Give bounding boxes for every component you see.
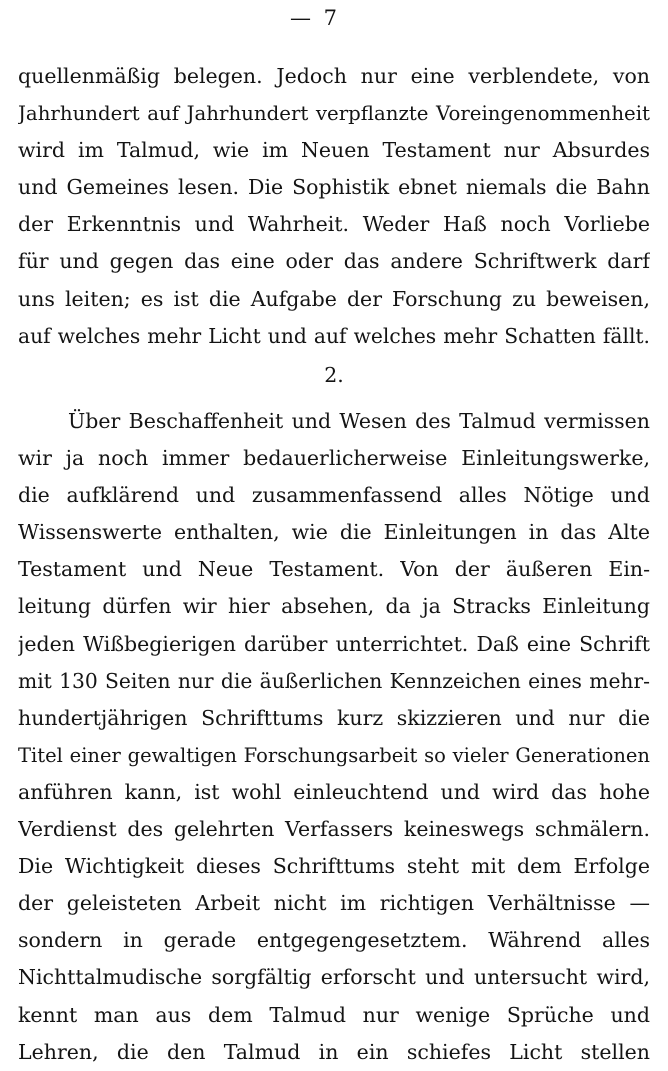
- text-line: für und gegen das eine oder das andere Schriftwerk darf: [18, 249, 650, 274]
- text-line: Jahrhundert auf Jahrhundert verpflanzte Voreingenommenheit: [18, 102, 650, 126]
- text-line: Titel einer gewaltigen Forschungsarbeit so vieler Generationen: [18, 743, 650, 767]
- text-line: die aufklärend und zusammenfassend alles Nötige und: [18, 483, 650, 508]
- text-line: Wissenswerte enthalten, wie die Einleitungen in das Alte: [18, 520, 650, 545]
- text-line: leitung dürfen wir hier absehen, da ja Stracks Einleitung: [18, 594, 650, 619]
- text-line: wird im Talmud, wie im Neuen Testament nur Absurdes: [18, 138, 650, 163]
- text-line: Testament und Neue Testament. Von der äußeren Ein-: [18, 557, 650, 582]
- text-line: uns leiten; es ist die Aufgabe der Forschung zu beweisen,: [18, 286, 650, 311]
- text-line: jeden Wißbegierigen darüber unterrichtet. Daß eine Schrift: [18, 631, 650, 656]
- page-header: [0, 4, 668, 34]
- text-line: der geleisteten Arbeit nicht im richtigen Verhältnisse —: [18, 891, 650, 916]
- text-line: Lehren, die den Talmud in ein schiefes Licht stellen: [18, 1039, 650, 1064]
- text-line: kennt man aus dem Talmud nur wenige Sprüche und: [18, 1002, 650, 1027]
- text-line: anführen kann, ist wohl einleuchtend und wird das hohe: [18, 779, 650, 804]
- text-line: quellenmäßig belegen. Jedoch nur eine verblendete, von: [18, 64, 650, 88]
- text-line: mit 130 Seiten nur die äußerlichen Kennzeichen eines mehr-: [18, 668, 650, 693]
- section-number: 2.: [324, 363, 344, 387]
- text-line: Verdienst des gelehrten Verfassers keineswegs schmälern.: [18, 817, 650, 842]
- page-number: — 7: [290, 6, 341, 30]
- text-line: der Erkenntnis und Wahrheit. Weder Haß noch Vorliebe: [18, 212, 650, 237]
- text-line: Die Wichtigkeit dieses Schrifttums steht mit dem Erfolge: [18, 854, 650, 879]
- text-line: und Gemeines lesen. Die Sophistik ebnet niemals die Bahn: [18, 175, 650, 200]
- paragraph-2: [18, 403, 650, 1071]
- text-line: Über Beschaffenheit und Wesen des Talmud vermissen: [68, 409, 650, 433]
- text-line: auf welches mehr Licht und auf welches mehr Schatten fällt.: [18, 323, 650, 348]
- text-line: sondern in gerade entgegengesetztem. Während alles: [18, 928, 650, 953]
- text-line: wir ja noch immer bedauerlicherweise Einleitungswerke,: [18, 446, 650, 471]
- text-line: hundertjährigen Schrifttums kurz skizzieren und nur die: [18, 705, 650, 730]
- paragraph-1: [18, 58, 650, 355]
- text-line: Nichttalmudische sorgfältig erforscht und untersucht wird,: [18, 965, 650, 990]
